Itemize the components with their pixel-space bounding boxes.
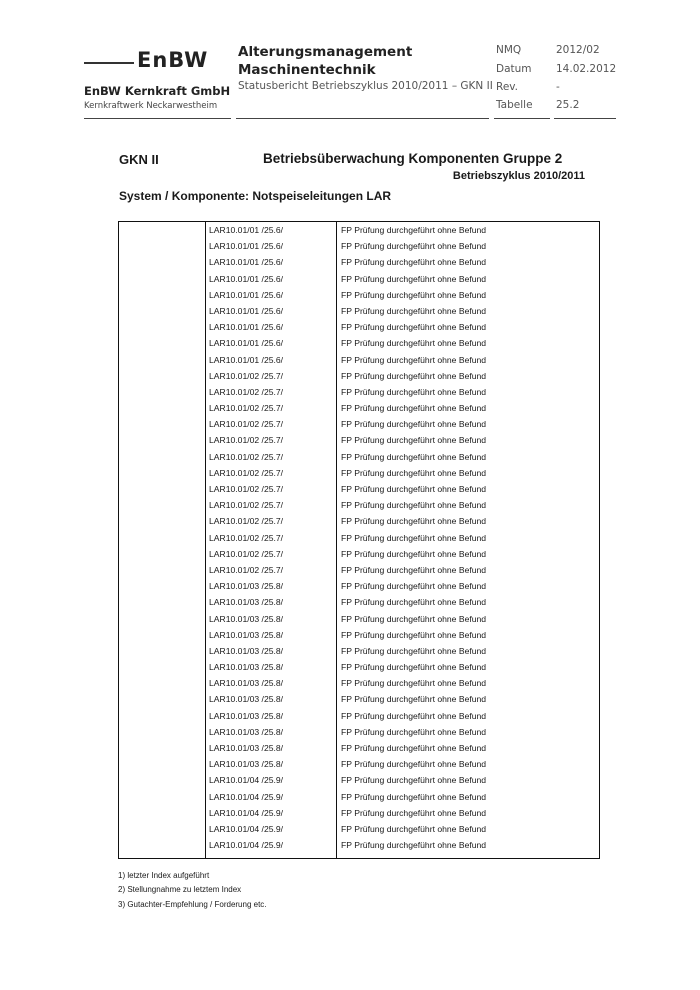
inspection-result: FP Prüfung durchgeführt ohne Befund xyxy=(341,581,487,592)
plant-name: Kernkraftwerk Neckarwestheim xyxy=(84,101,218,111)
inspection-result: FP Prüfung durchgeführt ohne Befund xyxy=(341,289,487,300)
table-row xyxy=(119,659,599,675)
inspection-result: FP Prüfung durchgeführt ohne Befund xyxy=(341,500,487,511)
table-row xyxy=(119,772,599,788)
document-title: Betriebsüberwachung Komponenten Gruppe 2 xyxy=(263,151,563,166)
component-id: LAR10.01/01 /25.6/ xyxy=(209,273,284,284)
inspection-result: FP Prüfung durchgeführt ohne Befund xyxy=(341,791,487,802)
component-id: LAR10.01/03 /25.8/ xyxy=(209,726,284,737)
table-row xyxy=(119,432,599,448)
document-cycle: Betriebszyklus 2010/2011 xyxy=(452,170,585,182)
meta-label-date: Datum xyxy=(496,63,532,75)
table-row xyxy=(119,497,599,513)
table-row xyxy=(119,756,599,772)
inspection-result: FP Prüfung durchgeführt ohne Befund xyxy=(341,467,487,478)
inspection-result: FP Prüfung durchgeführt ohne Befund xyxy=(341,743,487,753)
table-row xyxy=(119,691,599,707)
component-id: LAR10.01/02 /25.7/ xyxy=(209,548,284,559)
inspection-result: FP Prüfung durchgeführt ohne Befund xyxy=(341,370,487,381)
table-row xyxy=(119,319,599,335)
component-id: LAR10.01/03 /25.8/ xyxy=(209,662,284,673)
component-id: LAR10.01/01 /25.6/ xyxy=(209,225,284,235)
inspection-result: FP Prüfung durchgeführt ohne Befund xyxy=(341,484,487,494)
component-id: LAR10.01/03 /25.8/ xyxy=(209,597,284,608)
table-row xyxy=(119,805,599,821)
inspection-result: FP Prüfung durchgeführt ohne Befund xyxy=(341,273,487,284)
inspection-result: FP Prüfung durchgeführt ohne Befund xyxy=(341,823,487,834)
table-row xyxy=(119,238,599,254)
table-row xyxy=(119,384,599,400)
component-id: LAR10.01/03 /25.8/ xyxy=(209,694,284,705)
component-id: LAR10.01/02 /25.7/ xyxy=(209,451,284,462)
component-id: LAR10.01/03 /25.8/ xyxy=(209,629,284,640)
meta-value-table: 25.2 xyxy=(556,99,580,111)
inspection-result: FP Prüfung durchgeführt ohne Befund xyxy=(341,645,487,656)
meta-label-table: Tabelle xyxy=(496,99,533,111)
component-id: LAR10.01/02 /25.7/ xyxy=(209,403,284,414)
inspection-result: FP Prüfung durchgeführt ohne Befund xyxy=(341,629,487,640)
meta-label-rev: Rev. xyxy=(496,81,519,93)
table-row xyxy=(119,643,599,659)
component-id: LAR10.01/02 /25.7/ xyxy=(209,435,284,446)
table-row xyxy=(119,627,599,643)
component-id: LAR10.01/03 /25.8/ xyxy=(209,613,284,624)
table-row xyxy=(119,352,599,368)
inspection-result: FP Prüfung durchgeführt ohne Befund xyxy=(341,305,487,316)
company-logo: EnBW xyxy=(137,48,209,72)
header-rule-middle xyxy=(236,118,489,119)
header-title-line1: Alterungsmanagement xyxy=(238,44,413,60)
component-id: LAR10.01/04 /25.9/ xyxy=(209,823,284,834)
component-id: LAR10.01/03 /25.8/ xyxy=(209,678,284,689)
inspection-result: FP Prüfung durchgeführt ohne Befund xyxy=(341,257,487,268)
component-id: LAR10.01/03 /25.8/ xyxy=(209,743,284,753)
component-id: LAR10.01/02 /25.7/ xyxy=(209,500,284,511)
inspection-result: FP Prüfung durchgeführt ohne Befund xyxy=(341,338,487,349)
footnote-2: 2) Stellungnahme zu letztem Index xyxy=(118,885,242,894)
table-row xyxy=(119,368,599,384)
component-table xyxy=(118,221,600,859)
inspection-result: FP Prüfung durchgeführt ohne Befund xyxy=(341,678,487,689)
table-row xyxy=(119,465,599,481)
table-row xyxy=(119,675,599,691)
header-rule-left xyxy=(84,118,231,119)
inspection-result: FP Prüfung durchgeführt ohne Befund xyxy=(341,403,487,414)
inspection-result: FP Prüfung durchgeführt ohne Befund xyxy=(341,807,487,818)
header-title-line2: Maschinentechnik xyxy=(238,62,376,78)
meta-value-nmq: 2012/02 xyxy=(556,44,600,56)
table-row xyxy=(119,530,599,546)
component-id: LAR10.01/03 /25.8/ xyxy=(209,645,284,656)
component-id: LAR10.01/04 /25.9/ xyxy=(209,840,284,851)
component-id: LAR10.01/02 /25.7/ xyxy=(209,370,284,381)
table-row xyxy=(119,400,599,416)
header-rule-meta-value xyxy=(554,118,616,119)
component-id: LAR10.01/02 /25.7/ xyxy=(209,484,284,494)
component-id: LAR10.01/01 /25.6/ xyxy=(209,241,284,252)
table-row xyxy=(119,222,599,238)
inspection-result: FP Prüfung durchgeführt ohne Befund xyxy=(341,548,487,559)
component-id: LAR10.01/01 /25.6/ xyxy=(209,289,284,300)
inspection-result: FP Prüfung durchgeführt ohne Befund xyxy=(341,435,487,446)
component-id: LAR10.01/01 /25.6/ xyxy=(209,257,284,268)
inspection-result: FP Prüfung durchgeführt ohne Befund xyxy=(341,516,487,527)
meta-value-date: 14.02.2012 xyxy=(556,63,617,75)
table-row xyxy=(119,303,599,319)
inspection-result: FP Prüfung durchgeführt ohne Befund xyxy=(341,225,487,235)
header-subtitle: Statusbericht Betriebszyklus 2010/2011 – GKN II xyxy=(238,80,493,92)
component-id: LAR10.01/04 /25.9/ xyxy=(209,807,284,818)
table-row xyxy=(119,708,599,724)
inspection-result: FP Prüfung durchgeführt ohne Befund xyxy=(341,322,487,333)
inspection-result: FP Prüfung durchgeführt ohne Befund xyxy=(341,694,487,705)
component-id: LAR10.01/02 /25.7/ xyxy=(209,386,284,397)
footnote-1: 1) letzter Index aufgeführt xyxy=(118,871,210,880)
header-rule-meta-label xyxy=(494,118,550,119)
component-id: LAR10.01/04 /25.9/ xyxy=(209,775,284,786)
table-row xyxy=(119,416,599,432)
inspection-result: FP Prüfung durchgeführt ohne Befund xyxy=(341,564,487,575)
component-id: LAR10.01/01 /25.6/ xyxy=(209,354,284,365)
component-id: LAR10.01/01 /25.6/ xyxy=(209,305,284,316)
inspection-result: FP Prüfung durchgeführt ohne Befund xyxy=(341,726,487,737)
component-id: LAR10.01/03 /25.8/ xyxy=(209,759,284,770)
inspection-result: FP Prüfung durchgeführt ohne Befund xyxy=(341,419,487,430)
table-row xyxy=(119,513,599,529)
inspection-result: FP Prüfung durchgeführt ohne Befund xyxy=(341,662,487,673)
component-id: LAR10.01/02 /25.7/ xyxy=(209,467,284,478)
inspection-result: FP Prüfung durchgeführt ohne Befund xyxy=(341,759,487,770)
table-rows xyxy=(119,222,599,853)
inspection-result: FP Prüfung durchgeführt ohne Befund xyxy=(341,451,487,462)
table-row xyxy=(119,578,599,594)
table-row xyxy=(119,335,599,351)
table-row xyxy=(119,449,599,465)
inspection-result: FP Prüfung durchgeführt ohne Befund xyxy=(341,710,487,721)
meta-value-rev: - xyxy=(556,81,560,93)
component-id: LAR10.01/01 /25.6/ xyxy=(209,338,284,349)
table-row xyxy=(119,611,599,627)
inspection-result: FP Prüfung durchgeführt ohne Befund xyxy=(341,354,487,365)
table-row xyxy=(119,287,599,303)
plant-code: GKN II xyxy=(119,152,159,167)
table-row xyxy=(119,837,599,853)
company-name: EnBW Kernkraft GmbH xyxy=(84,84,231,98)
component-id: LAR10.01/03 /25.8/ xyxy=(209,581,284,592)
component-id: LAR10.01/02 /25.7/ xyxy=(209,419,284,430)
table-row xyxy=(119,254,599,270)
component-id: LAR10.01/02 /25.7/ xyxy=(209,516,284,527)
inspection-result: FP Prüfung durchgeführt ohne Befund xyxy=(341,775,487,786)
inspection-result: FP Prüfung durchgeführt ohne Befund xyxy=(341,532,487,543)
table-row xyxy=(119,789,599,805)
table-row xyxy=(119,546,599,562)
table-row xyxy=(119,481,599,497)
component-id: LAR10.01/02 /25.7/ xyxy=(209,532,284,543)
table-row xyxy=(119,724,599,740)
inspection-result: FP Prüfung durchgeführt ohne Befund xyxy=(341,613,487,624)
table-row xyxy=(119,271,599,287)
footnote-3: 3) Gutachter-Empfehlung / Forderung etc. xyxy=(118,900,267,909)
component-id: LAR10.01/02 /25.7/ xyxy=(209,564,284,575)
logo-line xyxy=(84,62,134,64)
inspection-result: FP Prüfung durchgeführt ohne Befund xyxy=(341,386,487,397)
inspection-result: FP Prüfung durchgeführt ohne Befund xyxy=(341,241,487,252)
meta-label-nmq: NMQ xyxy=(496,44,522,56)
table-row xyxy=(119,740,599,756)
document-system: System / Komponente: Notspeiseleitungen LAR xyxy=(119,189,392,203)
table-row xyxy=(119,594,599,610)
inspection-result: FP Prüfung durchgeführt ohne Befund xyxy=(341,597,487,608)
component-id: LAR10.01/01 /25.6/ xyxy=(209,322,284,333)
inspection-result: FP Prüfung durchgeführt ohne Befund xyxy=(341,840,487,851)
table-row xyxy=(119,562,599,578)
component-id: LAR10.01/04 /25.9/ xyxy=(209,791,284,802)
component-id: LAR10.01/03 /25.8/ xyxy=(209,710,284,721)
table-row xyxy=(119,821,599,837)
